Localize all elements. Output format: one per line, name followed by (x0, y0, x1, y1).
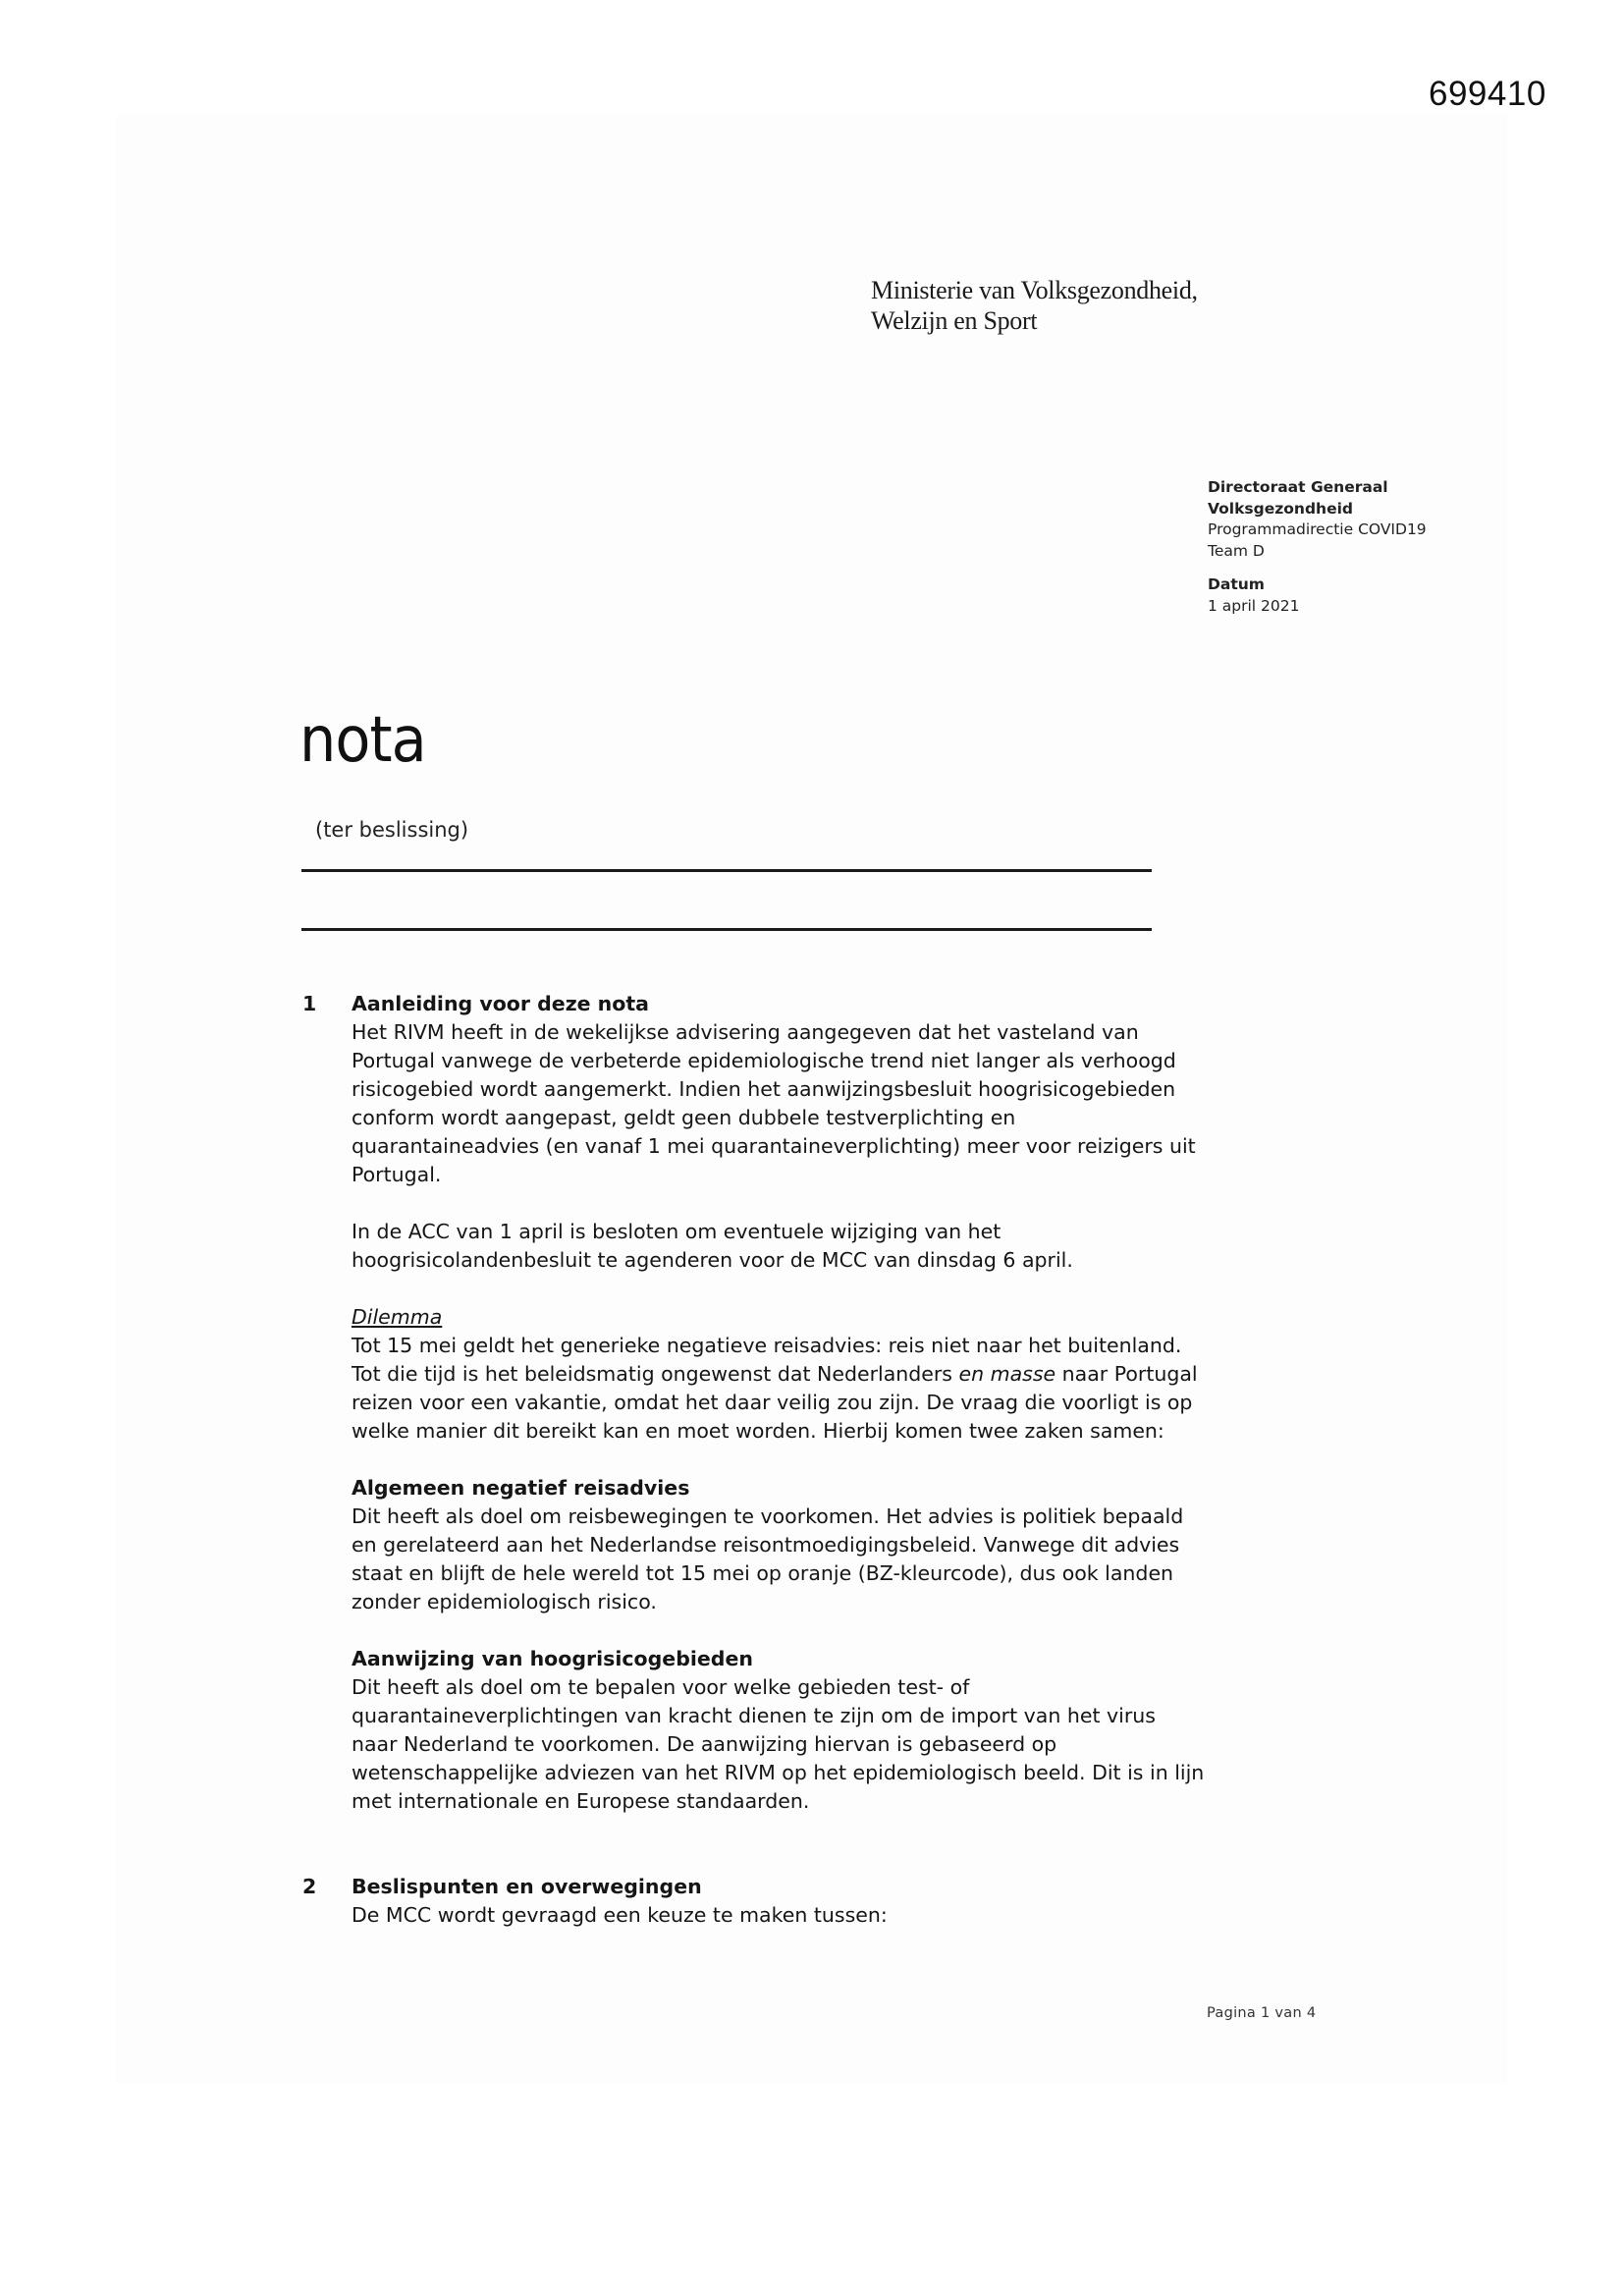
section-heading: Aanleiding voor deze nota (352, 992, 649, 1015)
divider-rule (301, 928, 1152, 931)
section-number: 2 (302, 1875, 317, 1898)
spacer (1208, 562, 1427, 574)
document-subtitle: (ter beslissing) (315, 818, 469, 842)
ministry-line-2: Welzijn en Sport (871, 306, 1038, 335)
paragraph: Dit heeft als doel om reisbewegingen te voorkomen. Het advies is politiek bepaald en gerelateerd aan het Nederlandse reisontmoedigingsbeleid. Vanwege dit advies staat en blijft de hele wereld tot 15 mei op oranje (BZ-kleurcode), dus ook landen zonder epidemiologisch risico. (352, 1504, 1184, 1613)
sender-block (1208, 477, 1427, 617)
org-line-2: Volksgezondheid (1208, 499, 1354, 518)
ministry-line-1: Ministerie van Volksgezondheid, (871, 276, 1198, 304)
dilemma-text: Tot 15 mei geldt het generieke negatieve reisadvies: reis niet naar het buitenland. Tot die tijd is het beleidsmatig ongewenst dat Nederlanders (352, 1334, 1182, 1386)
date-label: Datum (1208, 575, 1265, 593)
subsection-heading: Aanwijzing van hoogrisicogebieden (352, 1647, 753, 1670)
department: Programmadirectie COVID19 (1208, 520, 1427, 538)
page-number: Pagina 1 van 4 (1207, 2005, 1317, 2021)
date-value: 1 april 2021 (1208, 596, 1300, 615)
section-heading: Beslispunten en overwegingen (352, 1875, 702, 1898)
paragraph: Het RIVM heeft in de wekelijkse advisering aangegeven dat het vasteland van Portugal vanwege de verbeterde epidemiologische trend niet langer als verhoogd risicogebied wordt aangemerkt. Indien het aanwijzingsbesluit hoogrisicogebieden conform wordt aangepast, geldt geen dubbele testverplichting en quarantaineadvies (en vanaf 1 mei quarantaineverplichting) meer voor reizigers uit Portugal. (352, 1020, 1196, 1186)
team: Team D (1208, 541, 1265, 560)
section-1 (302, 990, 1206, 1816)
org-line-1: Directoraat Generaal (1208, 478, 1388, 496)
dilemma-paragraph (352, 1332, 1206, 1446)
paragraph: In de ACC van 1 april is besloten om eventuele wijziging van het hoogrisicolandenbesluit te agenderen voor de MCC van dinsdag 6 april. (352, 1220, 1073, 1272)
ministry-letterhead (871, 275, 1198, 336)
subsection-heading: Algemeen negatief reisadvies (352, 1476, 690, 1500)
dilemma-label: Dilemma (352, 1305, 443, 1329)
section-number: 1 (302, 992, 317, 1015)
paragraph: Dit heeft als doel om te bepalen voor welke gebieden test- of quarantaineverplichtingen van kracht dienen te zijn om de import van het virus naar Nederland te voorkomen. De aanwijzing hiervan is gebaseerd op wetenschappelijke adviezen van het RIVM op het epidemiologisch beeld. Dit is in lijn met internationale en Europese standaarden. (352, 1675, 1205, 1813)
document-body (302, 990, 1206, 1930)
dilemma-text: naar Portugal reizen voor een vakantie, omdat het daar veilig zou zijn. De vraag die voorligt is op welke manier dit bereikt kan en moet worden. Hierbij komen twee zaken samen: (352, 1362, 1198, 1443)
paragraph: De MCC wordt gevraagd een keuze te maken tussen: (352, 1903, 888, 1927)
section-2 (302, 1873, 1206, 1930)
divider-rule (301, 869, 1152, 872)
document-title: nota (299, 704, 426, 777)
dilemma-italic: en masse (958, 1362, 1056, 1386)
document-id: 699410 (1429, 75, 1546, 113)
